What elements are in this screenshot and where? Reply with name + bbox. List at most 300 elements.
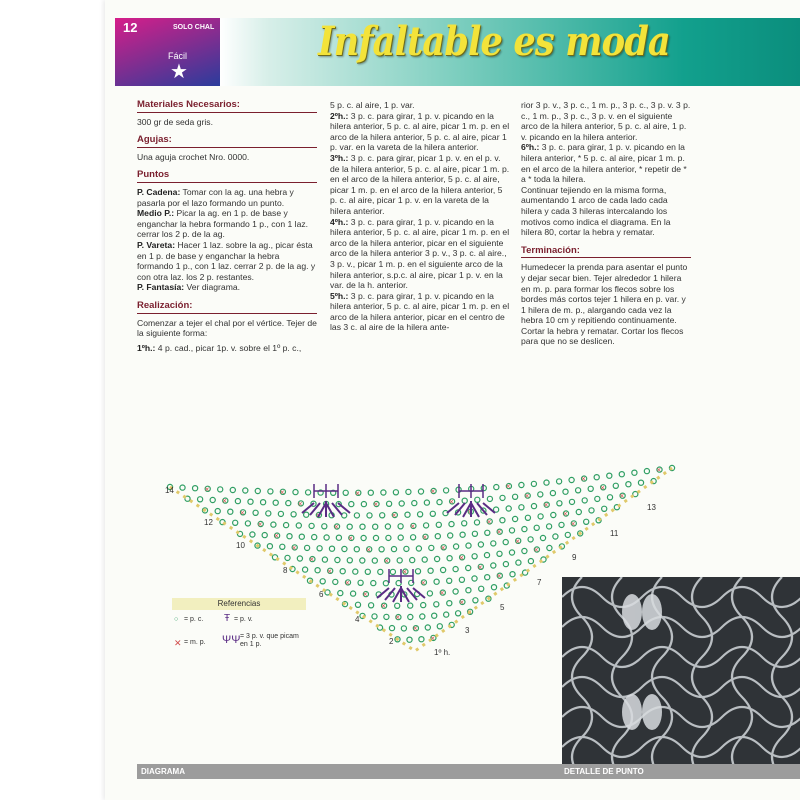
chain-stitch — [459, 577, 464, 582]
half-stitch-mark: × — [430, 487, 436, 496]
chain-stitch — [487, 496, 492, 501]
chain-stitch — [261, 500, 266, 505]
chain-stitch — [453, 589, 458, 594]
chain-stitch — [551, 512, 556, 517]
chain-stitch — [466, 588, 471, 593]
row-text: 3 p. c. para girar, 1 p. v. picando en la hilera anterior, 5 p. c. al aire, picar 1 m. p. en el arco de la hilera anterior, picar en el centro de las 3 c. al aire de la hilera ante- — [330, 290, 510, 333]
chain-stitch — [553, 534, 558, 539]
half-stitch-mark: × — [297, 499, 303, 509]
row-label: 12 — [204, 518, 213, 527]
chain-stitch — [484, 553, 489, 558]
chain-stitch — [389, 626, 394, 631]
column-materials — [137, 100, 317, 357]
chain-stitch — [638, 480, 643, 485]
punto-item — [137, 208, 317, 240]
half-stitch-mark: × — [410, 521, 416, 531]
chain-stitch — [531, 481, 536, 486]
chain-stitch — [266, 511, 271, 516]
chain-stitch — [354, 513, 359, 518]
punto-term: Medio P.: — [137, 208, 175, 219]
chain-stitch — [534, 525, 539, 530]
row-label: 6 — [319, 590, 324, 599]
chain-stitch — [278, 511, 283, 516]
half-stitch-mark: × — [348, 533, 353, 543]
chain-stitch — [432, 613, 437, 618]
chain-stitch — [424, 523, 429, 528]
stitch-detail-photo — [562, 577, 800, 764]
half-stitch-mark: × — [496, 527, 502, 537]
chain-stitch — [401, 626, 406, 631]
chain-stitch — [408, 614, 413, 619]
half-stitch-mark: × — [240, 508, 245, 518]
chain-stitch — [297, 556, 302, 561]
punto-item — [137, 187, 317, 208]
half-stitch-mark: × — [204, 484, 210, 494]
chain-stitch — [365, 569, 370, 574]
chain-stitch — [429, 545, 434, 550]
half-stitch-mark: × — [440, 543, 446, 553]
chain-stitch — [406, 489, 411, 494]
chain-stitch — [503, 562, 508, 567]
chain-stitch — [494, 485, 499, 490]
ref-three-pv: = 3 p. v. que picam en 1 p. — [240, 633, 299, 648]
terminacion-text: Humedecer la prenda para asentar el punto y dejar secar bien. Tejer alrededor 1 hilera en m. p. para formar los flecos sobre los bordes más cortos tejer 1 hilera en p. var. y 1 hilera de m. p., alargando cada vez la hebra 10 cm y repitiendo continuamente. Cortar la hebra y rematar. Cortar los flecos para que no se deslicen. — [521, 262, 688, 347]
chain-stitch — [449, 522, 454, 527]
chain-stitch — [390, 569, 395, 574]
chain-stitch — [516, 560, 521, 565]
chain-stitch — [347, 558, 352, 563]
chain-stitch — [255, 488, 260, 493]
chain-stitch — [447, 578, 452, 583]
half-stitch-mark: × — [222, 496, 227, 506]
chain-stitch — [430, 511, 435, 516]
chain-stitch — [522, 527, 527, 532]
motif-top-left — [302, 484, 350, 517]
chain-stitch — [607, 495, 612, 500]
chain-stitch — [384, 614, 389, 619]
chain-stitch — [404, 546, 409, 551]
chain-stitch — [472, 531, 477, 536]
chain-stitch — [448, 533, 453, 538]
chain-stitch — [528, 559, 533, 564]
row-term: 5ºh.: — [330, 290, 349, 301]
chain-stitch — [372, 558, 377, 563]
chain-stitch — [315, 568, 320, 573]
half-stitch-mark: × — [467, 507, 473, 517]
half-stitch-mark: × — [381, 601, 386, 611]
chain-stitch — [336, 535, 341, 540]
realizacion-heading: Realización: — [137, 301, 317, 314]
difficulty-label: Fácil — [168, 51, 188, 61]
row1-text: 4 p. cad., picar 1p. v. sobre el 1º p. c., — [155, 342, 302, 353]
row-term: 4ºh.: — [330, 216, 349, 227]
realizacion-text: Comenzar a tejer el chal por el vértice. Tejer de la siguiente forma: — [137, 317, 317, 339]
chain-stitch — [411, 535, 416, 540]
chain-stitch — [466, 565, 471, 570]
half-stitch-mark: × — [391, 511, 397, 520]
chain-stitch — [284, 523, 289, 528]
chain-stitch — [193, 486, 198, 491]
chain-stitch — [436, 522, 441, 527]
chain-stitch — [333, 579, 338, 584]
references-legend — [172, 598, 306, 662]
half-stitch-mark: × — [274, 531, 279, 541]
chain-stitch — [303, 567, 308, 572]
chain-stitch — [491, 563, 496, 568]
chain-stitch — [472, 554, 477, 559]
continue-text: Continuar tejiendo en la misma forma, aumentando 1 arco de cada lado cada hilera y cada 3 hileras intercalando los motivos como indica el diagrama. En la hilera 80, cortar la hebra y rematar. — [521, 184, 671, 238]
half-stitch-mark: × — [459, 553, 464, 563]
chain-stitch — [602, 506, 607, 511]
half-stitch-mark: × — [563, 509, 568, 519]
row-text: 3 p. c. para girar, 1 p. v. picando en la hilera anterior, 5 p. c. al aire, picar 1 m. p. en el arco de la hilera anterior, picar en el siguiente arco de la hilera anterior 3 p. v., 3 p. c. al aire., 3 p. v., picar 1 m. p. en el siguiente arco de la hilera anterior, s.p.c. al aire, picar 1 p. v. en la var. de la h. anterior. — [330, 216, 510, 291]
chain-stitch — [472, 576, 477, 581]
punto-item — [137, 240, 317, 282]
chain-stitch — [280, 544, 285, 549]
chain-stitch — [434, 602, 439, 607]
chain-stitch — [180, 485, 185, 490]
section-label: SOLO CHAL — [173, 24, 215, 31]
page-title: Infaltable es moda — [318, 18, 670, 65]
chain-stitch — [525, 515, 530, 520]
chain-stitch — [355, 602, 360, 607]
chain-stitch — [230, 487, 235, 492]
star-icon: ★ — [170, 61, 188, 83]
chain-stitch — [320, 579, 325, 584]
chain-stitch — [367, 513, 372, 518]
chain-stitch — [513, 516, 518, 521]
chain-stitch — [509, 550, 514, 555]
chain-stitch — [418, 489, 423, 494]
chain-stitch — [387, 501, 392, 506]
half-stitch-mark: × — [543, 500, 549, 510]
chain-stitch — [299, 534, 304, 539]
puntos-list — [137, 187, 317, 293]
chain-stitch — [322, 524, 327, 529]
chain-stitch — [563, 489, 568, 494]
row-label: 3 — [465, 626, 470, 635]
half-stitch-mark: × — [395, 613, 401, 623]
chain-stitch — [444, 612, 449, 617]
half-stitch-mark: × — [402, 567, 408, 577]
chain-stitch — [473, 598, 478, 603]
chain-stitch — [528, 537, 533, 542]
puntos-heading: Puntos — [137, 170, 317, 183]
half-stitch-mark: × — [384, 556, 389, 566]
materiales-text: 300 gr de seda gris. — [137, 116, 213, 127]
chain-stitch — [589, 508, 594, 513]
half-stitch-mark: × — [449, 497, 454, 507]
row-label: 8 — [283, 566, 288, 575]
chain-stitch — [595, 496, 600, 501]
chain-stitch — [466, 543, 471, 548]
chain-stitch — [369, 603, 374, 608]
row1-term: 1ºh.: — [137, 342, 156, 353]
half-stitch-mark: × — [279, 487, 285, 497]
chain-stitch — [481, 486, 486, 491]
chain-stitch — [437, 624, 442, 629]
chain-stitch — [569, 477, 574, 482]
chain-stitch — [349, 502, 354, 507]
chain-stitch — [550, 491, 555, 496]
chain-stitch — [305, 545, 310, 550]
chain-stitch — [248, 499, 253, 504]
chain-stitch — [253, 510, 258, 515]
chain-stitch — [233, 520, 238, 525]
chain-stitch — [427, 591, 432, 596]
chain-stitch — [428, 568, 433, 573]
chain-stitch — [500, 495, 505, 500]
chain-stitch — [491, 541, 496, 546]
page-number: 12 — [123, 20, 138, 35]
punto-term: P. Vareta: — [137, 239, 176, 250]
agujas-heading: Agujas: — [137, 135, 317, 148]
chain-stitch — [626, 482, 631, 487]
chain-stitch — [393, 490, 398, 495]
chain-stitch — [398, 524, 403, 529]
row-text: 3 p. c. para girar, 1 p. v. picando en la hilera anterior, 5 p. c. al aire, picar 1 m. p. en el arco de la hilera anterior, 5 p. c. al aire, picar 1 p. var. en la vareta de la hilera anterior. — [330, 110, 510, 153]
chain-stitch — [538, 492, 543, 497]
chain-stitch — [582, 498, 587, 503]
chain-stitch — [245, 521, 250, 526]
chain-stitch — [291, 512, 296, 517]
row6-text: 3 p. c. para girar, 1 p. v. picando en la hilera anterior, * 5 p. c. al aire, picar 1 m. p. en el arco de la hilera anterior, * repetir de * a * toda la hilera. — [521, 142, 687, 185]
chain-stitch — [619, 472, 624, 477]
half-stitch-mark: × — [420, 578, 426, 588]
chain-stitch — [250, 532, 255, 537]
chain-stitch — [479, 586, 484, 591]
chain-stitch — [322, 557, 327, 562]
chain-stitch — [425, 625, 430, 630]
chain-stitch — [324, 535, 329, 540]
chain-stitch — [447, 601, 452, 606]
chain-stitch — [519, 482, 524, 487]
half-stitch-mark: × — [656, 465, 662, 475]
chain-stitch — [576, 488, 581, 493]
chain-stitch — [309, 523, 314, 528]
chain-stitch — [268, 489, 273, 494]
half-stitch-mark: × — [619, 491, 625, 501]
half-stitch-mark: × — [412, 624, 418, 634]
punto-item — [137, 282, 317, 293]
row-label: 9 — [572, 553, 577, 562]
chain-stitch — [441, 567, 446, 572]
ref-pc: = p. c. — [184, 616, 204, 623]
chain-stitch — [444, 488, 449, 493]
half-stitch-mark: × — [581, 474, 586, 484]
half-stitch-mark: × — [355, 488, 360, 498]
column3-intro: rior 3 p. v., 3 p. c., 1 m. p., 3 p. c., 3 p. v. 3 p. c., 1 m. p., 3 p. c., 3 p. v. en el siguiente arco de la hilera anterior, 5 p. c. al aire, 1 p. v. picando en la hilera anterior. — [521, 100, 691, 142]
half-stitch-mark: × — [291, 543, 297, 553]
chain-stitch — [503, 540, 508, 545]
chain-stitch — [287, 534, 292, 539]
chain-stitch — [210, 497, 215, 502]
half-stitch-mark: × — [524, 491, 530, 501]
half-stitch-mark: × — [315, 511, 321, 520]
chain-stitch — [410, 558, 415, 563]
chain-stitch — [360, 558, 365, 563]
chain-stitch — [462, 498, 467, 503]
half-stitch-mark: × — [505, 482, 511, 492]
row-label: 14 — [165, 486, 174, 495]
chain-stitch — [397, 558, 402, 563]
half-stitch-mark: × — [257, 520, 263, 529]
chain-stitch — [329, 546, 334, 551]
chain-stitch — [267, 544, 272, 549]
ref-pv: = p. v. — [234, 616, 253, 623]
chain-stitch — [293, 490, 298, 495]
chain-stitch — [347, 524, 352, 529]
chain-stitch — [419, 637, 424, 642]
row-instruction — [330, 153, 510, 217]
row-term: 3ºh.: — [330, 152, 349, 163]
chain-stitch — [407, 637, 412, 642]
chain-stitch — [342, 546, 347, 551]
chain-stitch — [342, 513, 347, 518]
row-instruction — [330, 111, 510, 153]
chain-stitch — [405, 512, 410, 517]
half-stitch-mark: × — [373, 500, 379, 509]
chain-stitch — [462, 521, 467, 526]
chain-stitch — [540, 535, 545, 540]
column-finishing — [521, 100, 691, 351]
chain-stitch — [547, 524, 552, 529]
chain-stitch — [286, 501, 291, 506]
row-instruction — [330, 217, 510, 291]
diagram-caption: DIAGRAMA — [137, 764, 561, 779]
chain-stitch — [379, 547, 384, 552]
chain-stitch — [607, 473, 612, 478]
half-stitch-mark: × — [496, 571, 502, 581]
chain-stitch — [353, 569, 358, 574]
half-stitch-mark: × — [477, 562, 483, 572]
half-stitch-mark: × — [362, 590, 368, 600]
half-stitch-mark: × — [345, 578, 350, 588]
half-stitch-mark: × — [309, 555, 315, 565]
chain-stitch — [547, 545, 552, 550]
chain-stitch — [491, 585, 496, 590]
chain-stitch — [510, 572, 515, 577]
row-instruction — [330, 291, 510, 333]
chain-stitch — [421, 603, 426, 608]
row-label: 1º h. — [434, 648, 451, 657]
punto-term: P. Fantasía: — [137, 282, 185, 293]
ref-mp: = m. p. — [184, 639, 206, 646]
half-stitch-mark: × — [600, 483, 605, 493]
chain-stitch — [415, 569, 420, 574]
half-stitch-mark: × — [459, 597, 465, 607]
chain-stitch — [296, 523, 301, 528]
row-label: 10 — [236, 541, 245, 550]
chain-stitch — [215, 509, 220, 514]
chain-stitch — [594, 475, 599, 480]
column-rows — [330, 100, 510, 333]
chain-stitch — [519, 505, 524, 510]
chain-stitch — [373, 535, 378, 540]
chain-stitch — [218, 487, 223, 492]
chain-stitch — [613, 483, 618, 488]
chain-stitch — [412, 501, 417, 506]
chain-stitch — [304, 512, 309, 517]
row-label: 13 — [647, 503, 656, 512]
chain-stitch — [456, 611, 461, 616]
chain-stitch — [474, 520, 479, 525]
row-label: 4 — [355, 615, 360, 624]
half-stitch-mark: × — [439, 588, 445, 598]
chain-stitch — [424, 500, 429, 505]
chain-stitch — [273, 500, 278, 505]
materiales-heading: Materiales Necesarios: — [137, 100, 317, 113]
chain-stitch — [228, 509, 233, 514]
row6-instruction — [521, 142, 691, 184]
chain-stitch — [360, 524, 365, 529]
chain-stitch — [399, 501, 404, 506]
chain-stitch — [569, 499, 574, 504]
chain-stitch — [335, 557, 340, 562]
chain-stitch — [385, 524, 390, 529]
punto-text: Picar la ag. en 1 p. de base y enganchar la hebra formando 1 p., con 1 laz. cerrar los 2 p. de la ag. — [137, 208, 309, 240]
half-stitch-mark: × — [486, 517, 492, 527]
chain-stitch — [576, 509, 581, 514]
chain-stitch — [418, 512, 423, 517]
chain-stitch — [398, 535, 403, 540]
chain-stitch — [559, 522, 564, 527]
chain-stitch — [235, 499, 240, 504]
chain-stitch — [454, 544, 459, 549]
chain-stitch — [338, 591, 343, 596]
chain-stitch — [644, 469, 649, 474]
chain-stitch — [544, 480, 549, 485]
chain-stitch — [198, 497, 203, 502]
chain-stitch — [435, 556, 440, 561]
chain-stitch — [368, 490, 373, 495]
half-stitch-mark: × — [430, 633, 436, 643]
chain-stitch — [485, 530, 490, 535]
chain-stitch — [500, 518, 505, 523]
vareta-symbol-icon: Ŧ — [224, 613, 231, 624]
half-stitch-mark: × — [422, 532, 428, 542]
row-label: 11 — [610, 529, 619, 538]
row6-term: 6ºh.: — [521, 142, 540, 153]
column2-intro: 5 p. c. al aire, 1 p. var. — [330, 100, 415, 110]
half-stitch-mark: × — [334, 522, 339, 532]
half-stitch-mark: × — [467, 607, 472, 617]
chain-stitch — [361, 535, 366, 540]
chain-stitch — [262, 533, 267, 538]
chain-stitch — [531, 504, 536, 509]
punto-term: P. Cadena: — [137, 186, 181, 197]
chain-stitch — [437, 500, 442, 505]
row-text: 3 p. c. para girar, picar 1 p. v. en el p. v. de la hilera anterior, 5 p. c. al aire, picar 1 m. p. en el arco de la hilera anterior, 5 p. c. al aire, picar 1 m. p. en el arco de la hilera anterior, 5 p. c. al aire, picar 1 p. v. en la vareta de la hilera anterior. — [330, 152, 510, 216]
chain-stitch — [422, 557, 427, 562]
chain-stitch — [416, 546, 421, 551]
chain-stitch — [371, 581, 376, 586]
row-label: 7 — [537, 578, 542, 587]
chain-stitch — [513, 494, 518, 499]
chain-stitch — [557, 479, 562, 484]
chain-stitch — [588, 486, 593, 491]
chain-stitch — [434, 579, 439, 584]
row-label: 2 — [389, 637, 394, 646]
chain-stitch — [565, 532, 570, 537]
chain-stitch — [408, 603, 413, 608]
chain-stitch — [509, 528, 514, 533]
chain-stitch — [522, 548, 527, 553]
half-stitch-mark: × — [327, 566, 332, 576]
chain-stitch — [340, 569, 345, 574]
chain-stitch — [395, 603, 400, 608]
chain-stitch — [485, 575, 490, 580]
